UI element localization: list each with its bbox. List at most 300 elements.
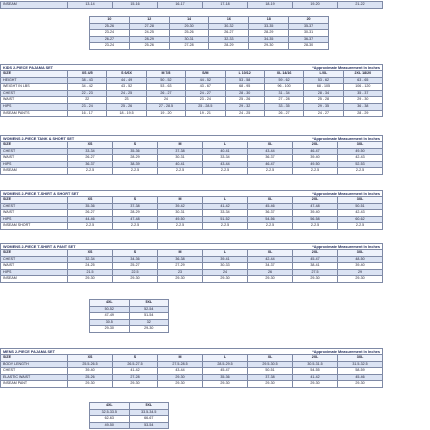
table-cell: 31.5-32.5 bbox=[338, 361, 383, 368]
table-row bbox=[1, 84, 383, 91]
header-cell: S bbox=[113, 250, 158, 257]
header-cell: S/M bbox=[186, 71, 225, 78]
table-cell: 27 - 28.5 bbox=[146, 103, 185, 110]
table-cell: 44-46 bbox=[68, 216, 113, 223]
table-cell: 2-2.5 bbox=[293, 168, 338, 175]
table-cell: 44 - 52 bbox=[186, 77, 225, 84]
table-cell: 27.5 bbox=[293, 269, 338, 276]
header-row bbox=[90, 300, 169, 307]
table-cell: 28-29 bbox=[209, 43, 249, 50]
table-cell: 24-25 bbox=[68, 263, 113, 270]
womens-tshirt-pant-title: WOMENS 2-PIECE T-SHIRT & PANT SET bbox=[3, 245, 76, 249]
table-cell: 27-29 bbox=[158, 263, 203, 270]
measurement-note: *Approximate Measurement In Inches bbox=[312, 192, 380, 196]
table-cell: 2-2.5 bbox=[248, 168, 293, 175]
header-cell: 14 bbox=[169, 17, 209, 24]
table-cell: 33-34 bbox=[203, 210, 248, 217]
table-row bbox=[1, 155, 383, 162]
header-cell: SIZE bbox=[1, 71, 68, 78]
table-row bbox=[90, 36, 329, 43]
table-cell: 29-30 bbox=[158, 276, 203, 283]
table-cell: 2-2.5 bbox=[158, 223, 203, 230]
mens-pajama-title: MENS 2-PIECE PAJAMA SET bbox=[3, 350, 55, 354]
table-cell: 15-16 bbox=[113, 2, 158, 9]
table-cell: INSEAM bbox=[1, 276, 68, 283]
table-cell: 50 - 52 bbox=[146, 77, 185, 84]
table-cell: 38-41 bbox=[293, 263, 338, 270]
header-cell: M bbox=[158, 142, 203, 149]
womens-tank-short-size-chart bbox=[0, 135, 383, 175]
table-cell: 30-31 bbox=[169, 36, 209, 43]
table-cell: 31 - 34 bbox=[264, 90, 303, 97]
table-cell: 25-26 bbox=[90, 23, 130, 30]
header-cell: L/XL bbox=[304, 71, 343, 78]
table-row bbox=[1, 263, 383, 270]
header-cell: 10 bbox=[90, 17, 130, 24]
table-cell: 24 - 25 bbox=[225, 110, 264, 117]
header-cell: M bbox=[158, 355, 203, 362]
table-cell: 53-54 bbox=[129, 422, 169, 429]
table-cell: 56-58 bbox=[293, 216, 338, 223]
table-cell: HIPS bbox=[1, 216, 68, 223]
table-cell: 41-42 bbox=[203, 203, 248, 210]
table-cell: 47-48 bbox=[293, 203, 338, 210]
table-cell: 29-30 bbox=[249, 43, 289, 50]
table-cell: 30-33 bbox=[203, 263, 248, 270]
measurement-note: *Approximate Measurement In Inches bbox=[312, 245, 380, 249]
table-cell: INSEAM bbox=[1, 168, 68, 175]
table-row bbox=[1, 97, 383, 104]
header-cell: 2XL bbox=[293, 197, 338, 204]
table-cell: 32-33 bbox=[209, 36, 249, 43]
table-cell: 26.5-27.5 bbox=[113, 361, 158, 368]
table-cell: 29-30 bbox=[68, 276, 113, 283]
table-cell: 37-38 bbox=[113, 203, 158, 210]
table-row bbox=[1, 2, 383, 9]
table-cell: 30.5-31.5 bbox=[293, 361, 338, 368]
table-cell: 36-37 bbox=[68, 161, 113, 168]
table-cell: 29-30 bbox=[248, 276, 293, 283]
header-cell: 5XL bbox=[129, 300, 169, 307]
table-cell: 25 - 28.5 bbox=[186, 103, 225, 110]
table-cell: 33.5-34.5 bbox=[129, 409, 169, 416]
mens-pajama-size-chart bbox=[0, 348, 383, 388]
table-cell: 45-47 bbox=[293, 256, 338, 263]
table-cell: CHEST bbox=[1, 90, 68, 97]
table-cell: 42-44 bbox=[248, 256, 293, 263]
table-cell: 34 - 42 bbox=[68, 84, 107, 91]
table-row bbox=[1, 210, 383, 217]
table-row bbox=[90, 326, 169, 333]
header-cell: 12 bbox=[129, 17, 169, 24]
table-row bbox=[90, 306, 169, 313]
table-cell: 36-37 bbox=[248, 155, 293, 162]
header-row bbox=[1, 71, 383, 78]
header-cell: XS bbox=[68, 355, 113, 362]
table-cell: 53 - 63 bbox=[146, 84, 185, 91]
table-cell: 60-62 bbox=[338, 216, 383, 223]
womens-tshirt-short-size-chart bbox=[0, 190, 383, 230]
table-cell: 2-2.5 bbox=[203, 223, 248, 230]
table-cell: HIPS bbox=[1, 161, 68, 168]
table-cell: HIPS bbox=[1, 269, 68, 276]
measurement-note: *Approximate Measurement In Inches bbox=[312, 350, 380, 354]
table-cell: WAIST bbox=[1, 97, 68, 104]
table-row bbox=[1, 168, 383, 175]
table-cell: CHEST bbox=[1, 368, 68, 375]
header-cell: L bbox=[203, 355, 248, 362]
womens-tshirt-short-title: WOMENS 2-PIECE T-SHIRT & SHORT SET bbox=[3, 192, 79, 196]
table-cell: 27-28 bbox=[113, 374, 158, 381]
table-cell: 62-63 bbox=[90, 416, 130, 423]
header-cell: XS bbox=[68, 142, 113, 149]
table-cell: 24 bbox=[203, 269, 248, 276]
table-row bbox=[1, 77, 383, 84]
table-row bbox=[90, 43, 329, 50]
table-cell: 18-19 bbox=[248, 2, 293, 9]
table-cell: 32.5-33.5 bbox=[90, 409, 130, 416]
table-cell: 24 - 27 bbox=[186, 90, 225, 97]
table-cell: 38-39 bbox=[113, 161, 158, 168]
header-row bbox=[1, 142, 383, 149]
table-cell: 18 - 19.5 bbox=[107, 110, 146, 117]
header-cell: 3XL bbox=[338, 250, 383, 257]
header-cell: M 7/8 bbox=[146, 71, 185, 78]
table-cell: 40-41 bbox=[203, 148, 248, 155]
header-cell: SIZE bbox=[1, 197, 68, 204]
table-cell: 29.5-30.5 bbox=[248, 361, 293, 368]
table-cell: 47-49 bbox=[90, 313, 130, 320]
table-row bbox=[1, 368, 383, 375]
header-cell: 18 bbox=[249, 17, 289, 24]
header-cell: S bbox=[113, 197, 158, 204]
table-cell: 43-44 bbox=[158, 368, 203, 375]
table-cell: 2-2.5 bbox=[113, 168, 158, 175]
table-cell: 28-29 bbox=[249, 30, 289, 37]
table-cell: 43-44 bbox=[203, 161, 248, 168]
table-cell: 26 - 27 bbox=[146, 90, 185, 97]
table-cell: 39-42 bbox=[158, 203, 203, 210]
table-row bbox=[1, 223, 383, 230]
mini-size-table-3 bbox=[89, 402, 169, 429]
table-row bbox=[90, 409, 169, 416]
table-cell: 2-2.5 bbox=[293, 223, 338, 230]
table-cell: 30-32 bbox=[209, 23, 249, 30]
table-cell: 2-2.5 bbox=[203, 168, 248, 175]
kids-pajama-title: KIDS 2-PIECE PAJAMA SET bbox=[3, 66, 54, 70]
table-cell: 23 - 24 bbox=[68, 103, 107, 110]
header-cell: 2XL bbox=[293, 250, 338, 257]
table-cell: 2-2.5 bbox=[113, 223, 158, 230]
table-cell: 21.5 bbox=[68, 269, 113, 276]
table-cell: 29-30 bbox=[203, 381, 248, 388]
table-cell: 54-55 bbox=[293, 368, 338, 375]
table-cell: 29-30 bbox=[113, 381, 158, 388]
table-cell: 29-30 bbox=[90, 326, 130, 333]
header-cell: 5XL bbox=[129, 403, 169, 410]
table-cell: 45-46 bbox=[248, 203, 293, 210]
header-row bbox=[90, 403, 169, 410]
table-cell: 29-30 bbox=[338, 381, 383, 388]
mini-size-table-1 bbox=[89, 16, 329, 50]
table-cell: 23-24 bbox=[90, 30, 130, 37]
table-cell: INSEAM bbox=[1, 2, 68, 9]
header-cell: XL bbox=[248, 142, 293, 149]
table-cell: 68 - 105 bbox=[304, 84, 343, 91]
table-cell: 52-54 bbox=[129, 306, 169, 313]
table-cell: 34-37 bbox=[248, 263, 293, 270]
table-cell: 29-30 bbox=[158, 374, 203, 381]
table-cell: 45-46 bbox=[338, 374, 383, 381]
table-cell: 29-30 bbox=[338, 276, 383, 283]
table-cell: 30.5 bbox=[90, 319, 130, 326]
table-cell: 19 - 21 bbox=[186, 110, 225, 117]
header-cell: 4XL bbox=[90, 300, 130, 307]
header-cell: XL bbox=[248, 355, 293, 362]
table-cell: 53 - 62 bbox=[304, 77, 343, 84]
table-cell: 35 - 37 bbox=[343, 90, 382, 97]
table-cell: ELASTIC WAIST bbox=[1, 374, 68, 381]
table-cell: 28-30 bbox=[289, 43, 329, 50]
table-row bbox=[1, 110, 383, 117]
measurement-note: *Approximate Measurement In Inches bbox=[312, 137, 380, 141]
table-cell: 43 - 52 bbox=[107, 84, 146, 91]
table-cell: 50-51 bbox=[248, 368, 293, 375]
table-cell: 45-47 bbox=[203, 368, 248, 375]
table-cell: 29-30 bbox=[293, 276, 338, 283]
header-cell: XS 4/5 bbox=[68, 71, 107, 78]
table-cell: 39-40 bbox=[293, 210, 338, 217]
table-cell: 39-40 bbox=[293, 155, 338, 162]
table-cell: 53 - 58 bbox=[225, 77, 264, 84]
header-cell: XL bbox=[248, 250, 293, 257]
table-cell: 44 - 49 bbox=[107, 77, 146, 84]
header-row bbox=[1, 250, 383, 257]
table-cell: 51-54 bbox=[129, 313, 169, 320]
table-cell: 24 bbox=[146, 97, 185, 104]
table-cell: 2-2.5 bbox=[338, 223, 383, 230]
table-cell: 28-29 bbox=[113, 210, 158, 217]
table-cell: 50-51 bbox=[338, 203, 383, 210]
table-cell: 2-2.5 bbox=[68, 168, 113, 175]
table-cell: 28 - 34 bbox=[304, 90, 343, 97]
table-cell: 28-29 bbox=[113, 155, 158, 162]
table-cell: 36-37 bbox=[248, 210, 293, 217]
table-cell: 23-24 bbox=[90, 43, 130, 50]
table-cell: 27-28 bbox=[129, 23, 169, 30]
header-cell: 20 bbox=[289, 17, 329, 24]
table-cell: 33-34 bbox=[203, 155, 248, 162]
table-row bbox=[90, 319, 169, 326]
table-cell: HEIGHT bbox=[1, 77, 68, 84]
table-cell: 43-44 bbox=[248, 148, 293, 155]
table-cell: 25-26 bbox=[129, 43, 169, 50]
table-cell: 29-30 bbox=[129, 326, 169, 333]
table-cell: 27.5-28.5 bbox=[158, 361, 203, 368]
table-cell: 30-31 bbox=[289, 30, 329, 37]
table-cell: 26-27 bbox=[68, 210, 113, 217]
header-cell: SIZE bbox=[1, 355, 68, 362]
table-cell: 25 - 26 bbox=[107, 103, 146, 110]
table-cell: BODY LENGTH bbox=[1, 361, 68, 368]
table-cell: 42-43 bbox=[338, 155, 383, 162]
table-cell: 38 - 43 bbox=[68, 77, 107, 84]
table-cell: 58-59 bbox=[338, 368, 383, 375]
table-cell: 30-31 bbox=[158, 155, 203, 162]
header-cell: 2XL 18/20 bbox=[343, 71, 382, 78]
table-cell: 25-26 bbox=[68, 374, 113, 381]
table-cell: 26-27 bbox=[90, 36, 130, 43]
header-cell: XS bbox=[68, 250, 113, 257]
table-cell: 26-27 bbox=[209, 30, 249, 37]
header-cell: XS bbox=[68, 197, 113, 204]
header-cell: S 6/6X bbox=[107, 71, 146, 78]
table-row bbox=[1, 103, 383, 110]
table-row bbox=[90, 30, 329, 37]
table-cell: CHEST bbox=[1, 148, 68, 155]
header-cell: SIZE bbox=[1, 142, 68, 149]
header-cell: 3XL bbox=[338, 355, 383, 362]
table-row bbox=[90, 313, 169, 320]
table-cell: 41-42 bbox=[293, 374, 338, 381]
table-cell: 96 - 100 bbox=[264, 84, 303, 91]
table-cell: 24 - 27 bbox=[304, 110, 343, 117]
table-cell: 54-56 bbox=[248, 216, 293, 223]
table-row bbox=[1, 269, 383, 276]
womens-tank-title: WOMENS 2-PIECE TANK & SHORT SET bbox=[3, 137, 75, 141]
table-row bbox=[1, 161, 383, 168]
table-row bbox=[90, 422, 169, 429]
womens-tshirt-pant-size-chart bbox=[0, 243, 383, 283]
table-row bbox=[1, 374, 383, 381]
table-cell: 49-50 bbox=[90, 422, 130, 429]
table-cell: 34-36 bbox=[113, 256, 158, 263]
table-cell: 36-38 bbox=[158, 256, 203, 263]
header-row bbox=[90, 17, 329, 24]
table-cell: 41-42 bbox=[113, 368, 158, 375]
table-cell: 48-50 bbox=[338, 256, 383, 263]
table-row bbox=[1, 216, 383, 223]
table-cell: 49-50 bbox=[338, 148, 383, 155]
table-cell: 37-38 bbox=[248, 374, 293, 381]
table-row bbox=[90, 416, 169, 423]
table-cell: 51-52 bbox=[203, 216, 248, 223]
table-cell: 27-28 bbox=[169, 43, 209, 50]
table-cell: 26-27 bbox=[68, 155, 113, 162]
table-cell: 25-26 bbox=[169, 30, 209, 37]
table-cell: 29-30 bbox=[203, 276, 248, 283]
table-row bbox=[90, 23, 329, 30]
table-cell: INSEAM PANT bbox=[1, 381, 68, 388]
table-cell: 22 bbox=[68, 97, 107, 104]
table-cell: 33-34 bbox=[68, 148, 113, 155]
table-cell: HIPS bbox=[1, 103, 68, 110]
table-row bbox=[1, 203, 383, 210]
header-cell: XL bbox=[248, 197, 293, 204]
table-cell: 27 - 28 bbox=[264, 97, 303, 104]
table-cell: 22 - 23 bbox=[68, 90, 107, 97]
table-cell: 29-30 bbox=[293, 381, 338, 388]
table-cell: 36-37 bbox=[289, 36, 329, 43]
table-cell: 35-36 bbox=[113, 148, 158, 155]
table-cell: 32-34 bbox=[68, 256, 113, 263]
table-cell: 26 bbox=[248, 269, 293, 276]
header-cell: S bbox=[113, 355, 158, 362]
table-cell: 47-48 bbox=[113, 216, 158, 223]
measurement-note: *Approximate Measurement In Inches bbox=[312, 66, 380, 70]
table-cell: 42-43 bbox=[338, 210, 383, 217]
table-cell: 35-37 bbox=[289, 23, 329, 30]
header-cell: S bbox=[113, 142, 158, 149]
header-cell: L bbox=[203, 250, 248, 257]
table-row bbox=[1, 381, 383, 388]
table-row bbox=[1, 256, 383, 263]
table-cell: 28.5-29.5 bbox=[203, 361, 248, 368]
table-cell: 28 - 30 bbox=[225, 90, 264, 97]
table-cell: 2-2.5 bbox=[338, 168, 383, 175]
table-cell: 46-47 bbox=[248, 161, 293, 168]
table-row bbox=[1, 276, 383, 283]
header-cell: SIZE bbox=[1, 250, 68, 257]
table-cell: 23 bbox=[158, 269, 203, 276]
table-cell: 23 bbox=[107, 97, 146, 104]
table-cell: CHEST bbox=[1, 203, 68, 210]
header-cell: M bbox=[158, 197, 203, 204]
table-cell: 34-35 bbox=[249, 36, 289, 43]
header-cell: M bbox=[158, 250, 203, 257]
table-cell: 28-29 bbox=[129, 36, 169, 43]
table-cell: 46-47 bbox=[293, 148, 338, 155]
header-cell: 4XL bbox=[90, 403, 130, 410]
table-cell: 26 - 27 bbox=[264, 110, 303, 117]
table-cell: 43 - 67 bbox=[186, 84, 225, 91]
header-cell: 2XL bbox=[293, 142, 338, 149]
kids-pajama-size-chart bbox=[0, 64, 383, 117]
table-cell: 28 - 29 bbox=[343, 110, 382, 117]
header-cell: 3XL bbox=[338, 142, 383, 149]
table-row bbox=[1, 148, 383, 155]
header-cell: L 10/12 bbox=[225, 71, 264, 78]
table-cell: WAIST bbox=[1, 155, 68, 162]
table-cell: 106 - 120 bbox=[343, 84, 382, 91]
table-cell: WEIGHT IN LBS bbox=[1, 84, 68, 91]
table-cell: 36 - 38 bbox=[343, 103, 382, 110]
table-cell: 37-38 bbox=[158, 148, 203, 155]
table-row bbox=[1, 90, 383, 97]
header-row bbox=[1, 355, 383, 362]
table-cell: 13-14 bbox=[68, 2, 113, 9]
table-cell: 33-35 bbox=[249, 23, 289, 30]
table-cell: 2-2.5 bbox=[248, 223, 293, 230]
table-cell: 29-30 bbox=[113, 276, 158, 283]
table-cell: 29 bbox=[338, 269, 383, 276]
table-cell: 25-27 bbox=[113, 263, 158, 270]
table-cell: WAIST bbox=[1, 263, 68, 270]
header-cell: XL 14/16 bbox=[264, 71, 303, 78]
table-cell: 40-41 bbox=[158, 161, 203, 168]
table-cell: 63 - 65 bbox=[343, 77, 382, 84]
table-cell: 30-31 bbox=[158, 210, 203, 217]
table-cell: INSEAM SHORT bbox=[1, 223, 68, 230]
table-cell: 29-30 bbox=[68, 381, 113, 388]
header-cell: L bbox=[203, 142, 248, 149]
header-cell: 16 bbox=[209, 17, 249, 24]
table-cell: 24 - 25 bbox=[107, 90, 146, 97]
table-cell: 23 - 24 bbox=[186, 97, 225, 104]
table-cell: 17-18 bbox=[203, 2, 248, 9]
header-cell: L bbox=[203, 197, 248, 204]
table-cell: 16 - 17 bbox=[68, 110, 107, 117]
